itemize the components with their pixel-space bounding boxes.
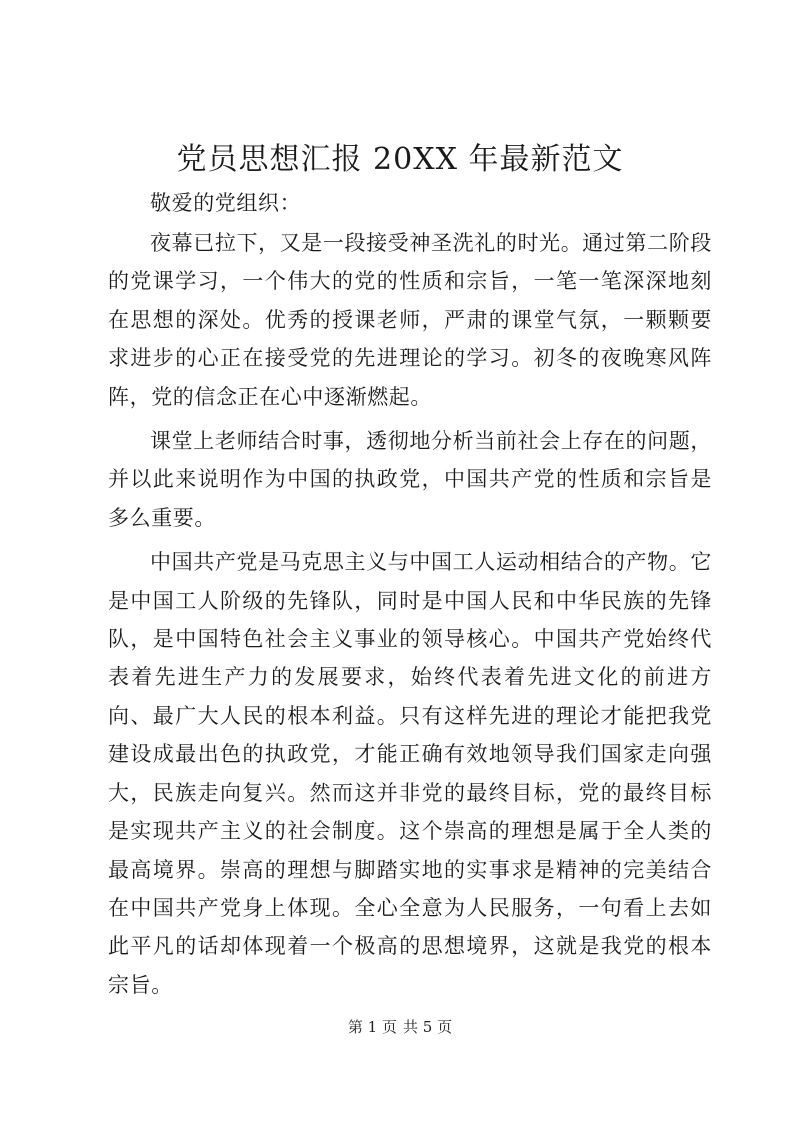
paragraph-2: 课堂上老师结合时事，透彻地分析当前社会上存在的问题，并以此来说明作为中国的执政党，中国共产党的性质和宗旨是多么重要。 bbox=[108, 429, 712, 530]
document-body bbox=[108, 186, 712, 1004]
document-title: 党员思想汇报 20XX 年最新范文 bbox=[176, 142, 624, 177]
salutation: 敬爱的党组织： bbox=[150, 191, 302, 215]
page-footer bbox=[0, 1017, 800, 1037]
paragraph-3: 中国共产党是马克思主义与中国工人运动相结合的产物。它是中国工人阶级的先锋队，同时是中国人民和中华民族的先锋队，是中国特色社会主义事业的领导核心。中国共产党始终代表着先进生产力的发展要求，始终代表着先进文化的前进方向、最广大人民的根本利益。只有这样先进的理论才能把我党建设成最出色的执政党，才能正确有效地领导我们国家走向强大，民族走向复兴。然而这并非党的最终目标，党的最终目标是实现共产主义的社会制度。这个崇高的理想是属于全人类的最高境界。崇高的理想与脚踏实地的实事求是精神的完美结合在中国共产党身上体现。全心全意为人民服务，一句看上去如此平凡的话却体现着一个极高的思想境界，这就是我党的根本宗旨。 bbox=[108, 550, 712, 997]
page-number: 第 1 页 bbox=[347, 1018, 397, 1036]
paragraph-1: 夜幕已拉下，又是一段接受神圣洗礼的时光。通过第二阶段的党课学习，一个伟大的党的性质和宗旨，一笔一笔深深地刻在思想的深处。优秀的授课老师，严肃的课堂气氛，一颗颗要求进步的心正在接受党的先进理论的学习。初冬的夜晚寒风阵阵，党的信念正在心中逐渐燃起。 bbox=[108, 231, 712, 409]
page-total: 共 5 页 bbox=[403, 1018, 453, 1036]
